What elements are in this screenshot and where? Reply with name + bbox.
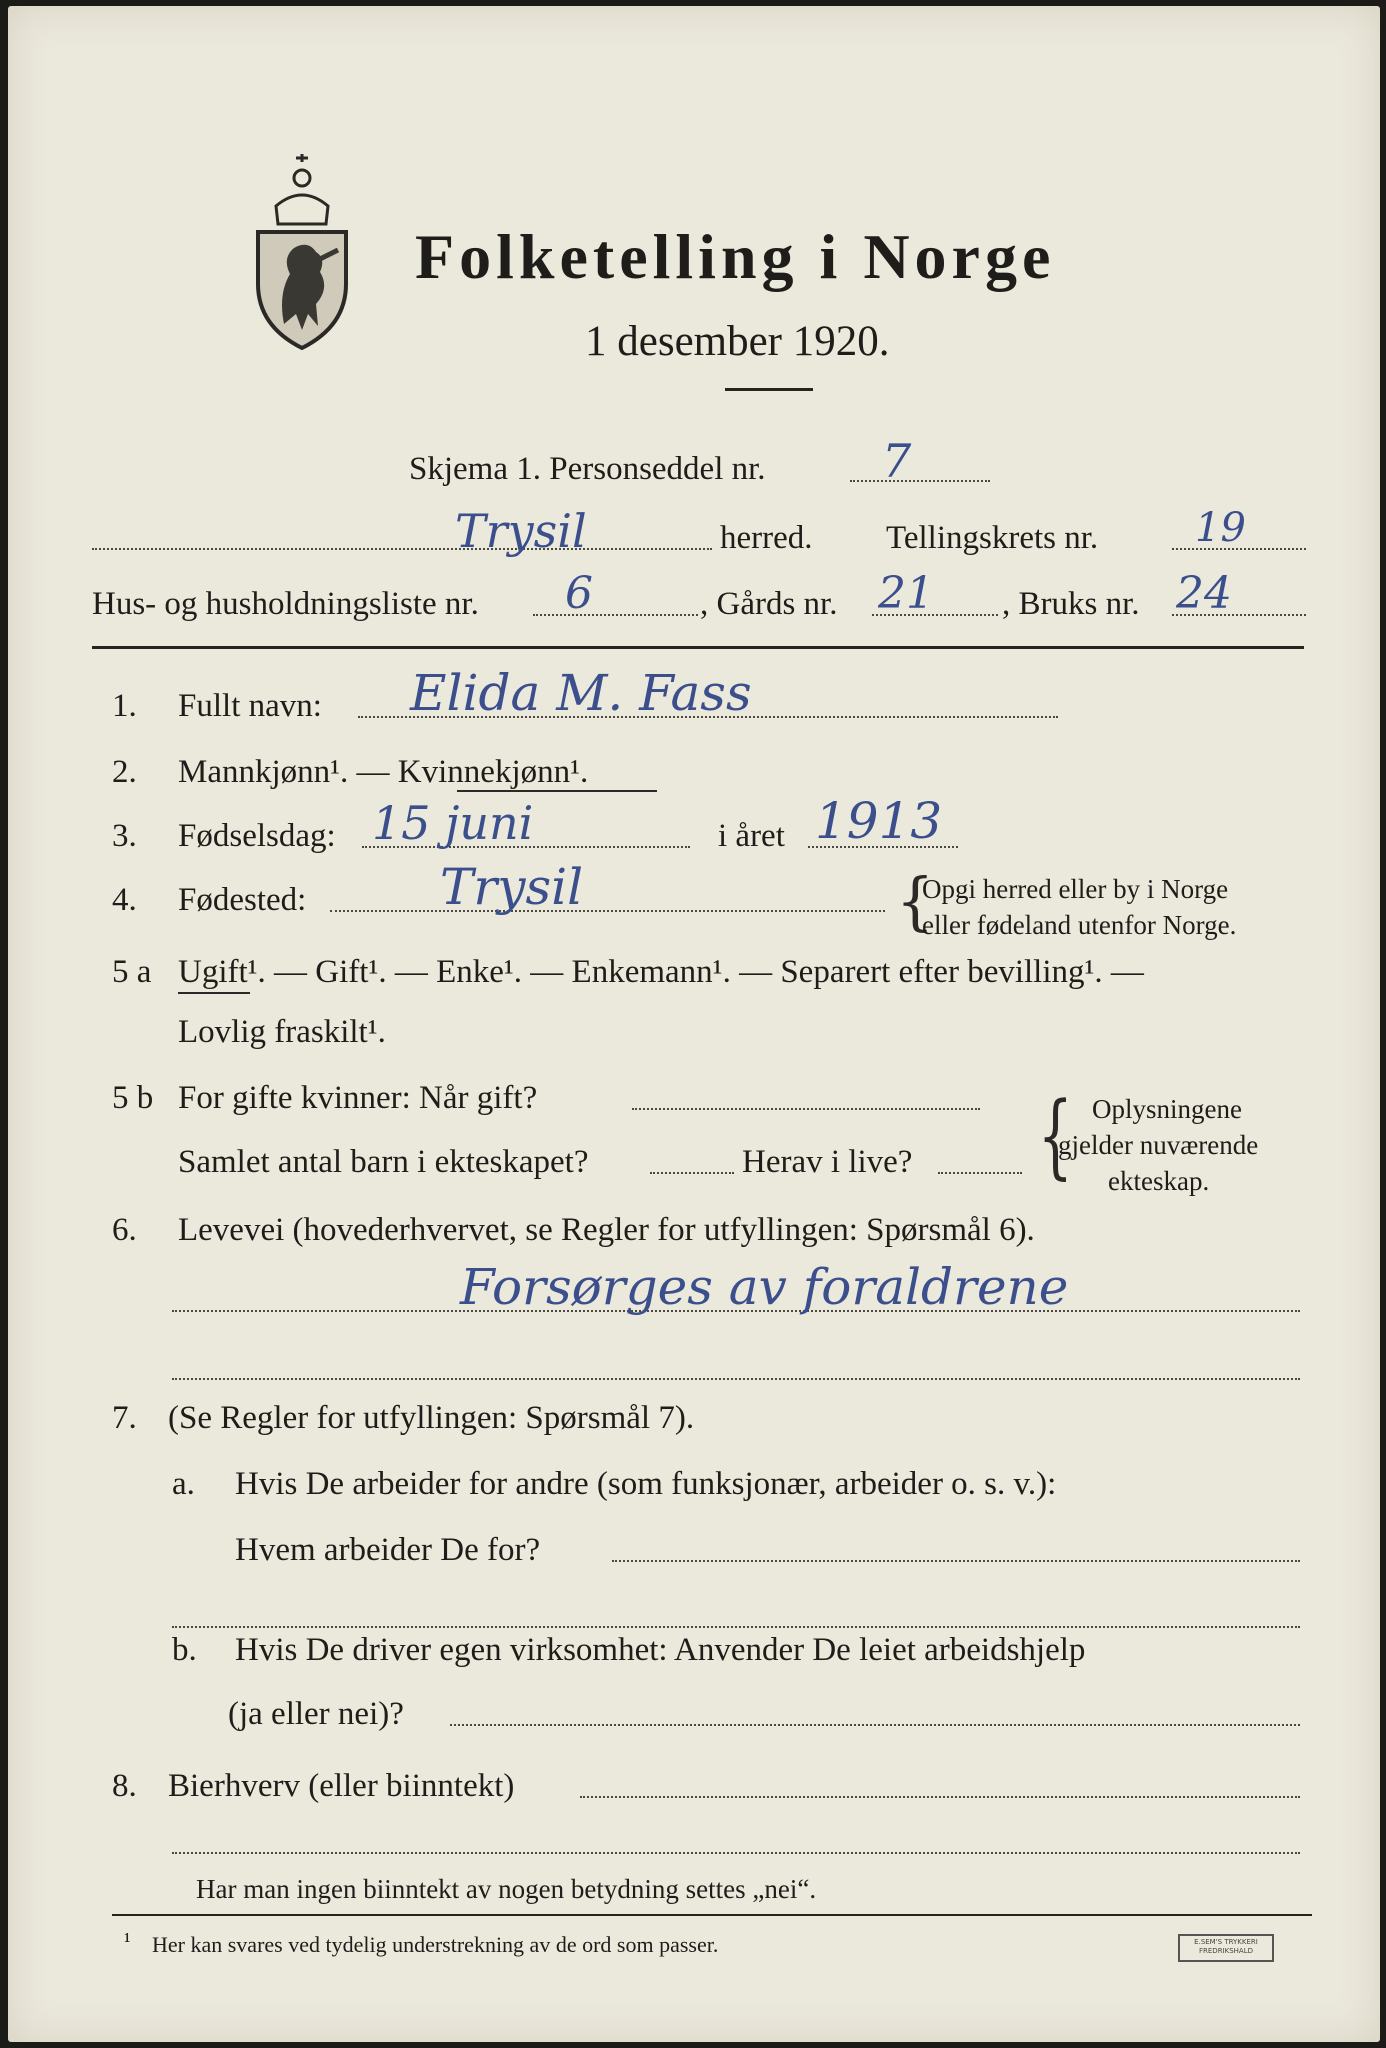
full-name-value: Elida M. Fass xyxy=(410,664,752,722)
gards-label: , Gårds nr. xyxy=(700,586,838,622)
form-title: Folketelling i Norge xyxy=(415,221,1056,292)
occupation-field-line2[interactable] xyxy=(172,1378,1300,1380)
marriage-note-line2: gjelder nuværende xyxy=(1058,1130,1259,1160)
birthplace-field[interactable] xyxy=(330,910,885,912)
side-income-field[interactable] xyxy=(580,1796,1300,1798)
footnote-mark: ¹ xyxy=(124,1928,131,1953)
q4-number: 4. xyxy=(112,882,137,918)
marriage-note-line1: Oplysningene xyxy=(1092,1094,1242,1124)
q7b-line1: Hvis De driver egen virksomhet: Anvender De leiet arbeidshjelp xyxy=(235,1632,1086,1668)
q3-number: 3. xyxy=(112,818,137,854)
q1-label: Fullt navn: xyxy=(178,688,322,724)
bruks-label: , Bruks nr. xyxy=(1002,586,1140,622)
bruks-nr: 24 xyxy=(1176,568,1232,619)
q1-number: 1. xyxy=(112,688,137,724)
q8-label: Bierhverv (eller biinntekt) xyxy=(168,1768,515,1804)
q7b-line2: (ja eller nei)? xyxy=(228,1696,404,1732)
q5b-number: 5 b xyxy=(112,1080,154,1116)
side-income-field-line2[interactable] xyxy=(172,1852,1300,1854)
q7-label: (Se Regler for utfyllingen: Spørsmål 7). xyxy=(168,1400,695,1436)
birth-year-value: 1913 xyxy=(815,792,943,850)
q5b-married-when: For gifte kvinner: Når gift? xyxy=(178,1080,538,1116)
gards-nr: 21 xyxy=(878,568,934,619)
q2-label: Mannkjønn¹. — Kvinnekjønn¹. xyxy=(178,754,589,790)
q5a-number: 5 a xyxy=(112,954,152,990)
q5a-options-line2: Lovlig fraskilt¹. xyxy=(178,1014,386,1050)
side-income-note: Har man ingen biinntekt av nogen betydning settes „nei“. xyxy=(196,1874,817,1904)
q4-label: Fødested: xyxy=(178,882,307,918)
footnote-text: Her kan svares ved tydelig understrekning av de ord som passer. xyxy=(152,1932,719,1957)
tellingskrets-label: Tellingskrets nr. xyxy=(886,520,1099,556)
birthplace-note-line1: Opgi herred eller by i Norge xyxy=(922,874,1229,904)
kvinnekjonn-underline xyxy=(457,790,657,792)
q5b-alive-label: Herav i live? xyxy=(742,1144,913,1180)
year-label: i året xyxy=(718,818,785,854)
census-date: 1 desember 1920. xyxy=(585,318,890,365)
employer-field[interactable] xyxy=(612,1560,1300,1562)
employer-field-line2[interactable] xyxy=(172,1626,1300,1628)
tellingskrets-nr: 19 xyxy=(1195,505,1246,551)
q6-label: Levevei (hovederhvervet, se Regler for utfyllingen: Spørsmål 6). xyxy=(178,1212,1035,1248)
footnote-rule xyxy=(112,1914,1312,1916)
q7a-line2: Hvem arbeider De for? xyxy=(235,1532,541,1568)
ugift-underline xyxy=(178,992,250,994)
q7-number: 7. xyxy=(112,1400,137,1436)
q2-number: 2. xyxy=(112,754,137,790)
birthplace-note-line2: eller fødeland utenfor Norge. xyxy=(922,910,1237,940)
q6-number: 6. xyxy=(112,1212,137,1248)
q7a-letter: a. xyxy=(172,1466,195,1502)
title-divider xyxy=(725,388,813,391)
hired-help-field[interactable] xyxy=(450,1724,1300,1726)
married-when-field[interactable] xyxy=(632,1108,980,1110)
printer-stamp: E.SEM'S TRYKKERI FREDRIKSHALD xyxy=(1178,1934,1274,1962)
herred-label: herred. xyxy=(720,520,813,556)
personseddel-field[interactable] xyxy=(850,480,990,482)
birthplace-note-brace: { xyxy=(896,865,935,939)
q8-number: 8. xyxy=(112,1768,137,1804)
hus-label: Hus- og husholdningsliste nr. xyxy=(92,586,479,622)
birthplace-value: Trysil xyxy=(440,858,584,916)
coat-of-arms-icon xyxy=(246,154,358,350)
herred-field[interactable] xyxy=(92,548,712,550)
header-rule xyxy=(92,646,1304,649)
hus-nr: 6 xyxy=(565,568,593,619)
q7b-letter: b. xyxy=(172,1632,197,1668)
children-alive-field[interactable] xyxy=(938,1172,1022,1174)
herred-value: Trysil xyxy=(455,504,587,558)
q5a-options: Ugift¹. — Gift¹. — Enke¹. — Enkemann¹. — Separert efter bevilling¹. — xyxy=(178,954,1144,990)
marriage-note-brace: { xyxy=(1037,1082,1073,1189)
personseddel-nr: 7 xyxy=(882,434,912,488)
occupation-value: Forsørges av foraldrene xyxy=(460,1258,1069,1316)
hus-field[interactable] xyxy=(533,614,698,616)
schema-line: Skjema 1. Personseddel nr. xyxy=(409,451,766,487)
q5b-children-label: Samlet antal barn i ekteskapet? xyxy=(178,1144,589,1180)
children-count-field[interactable] xyxy=(650,1172,734,1174)
q7a-line1: Hvis De arbeider for andre (som funksjonær, arbeider o. s. v.): xyxy=(235,1466,1057,1502)
birthday-value: 15 juni xyxy=(372,796,534,850)
marriage-note-line3: ekteskap. xyxy=(1108,1166,1210,1196)
q3-label: Fødselsdag: xyxy=(178,818,336,854)
